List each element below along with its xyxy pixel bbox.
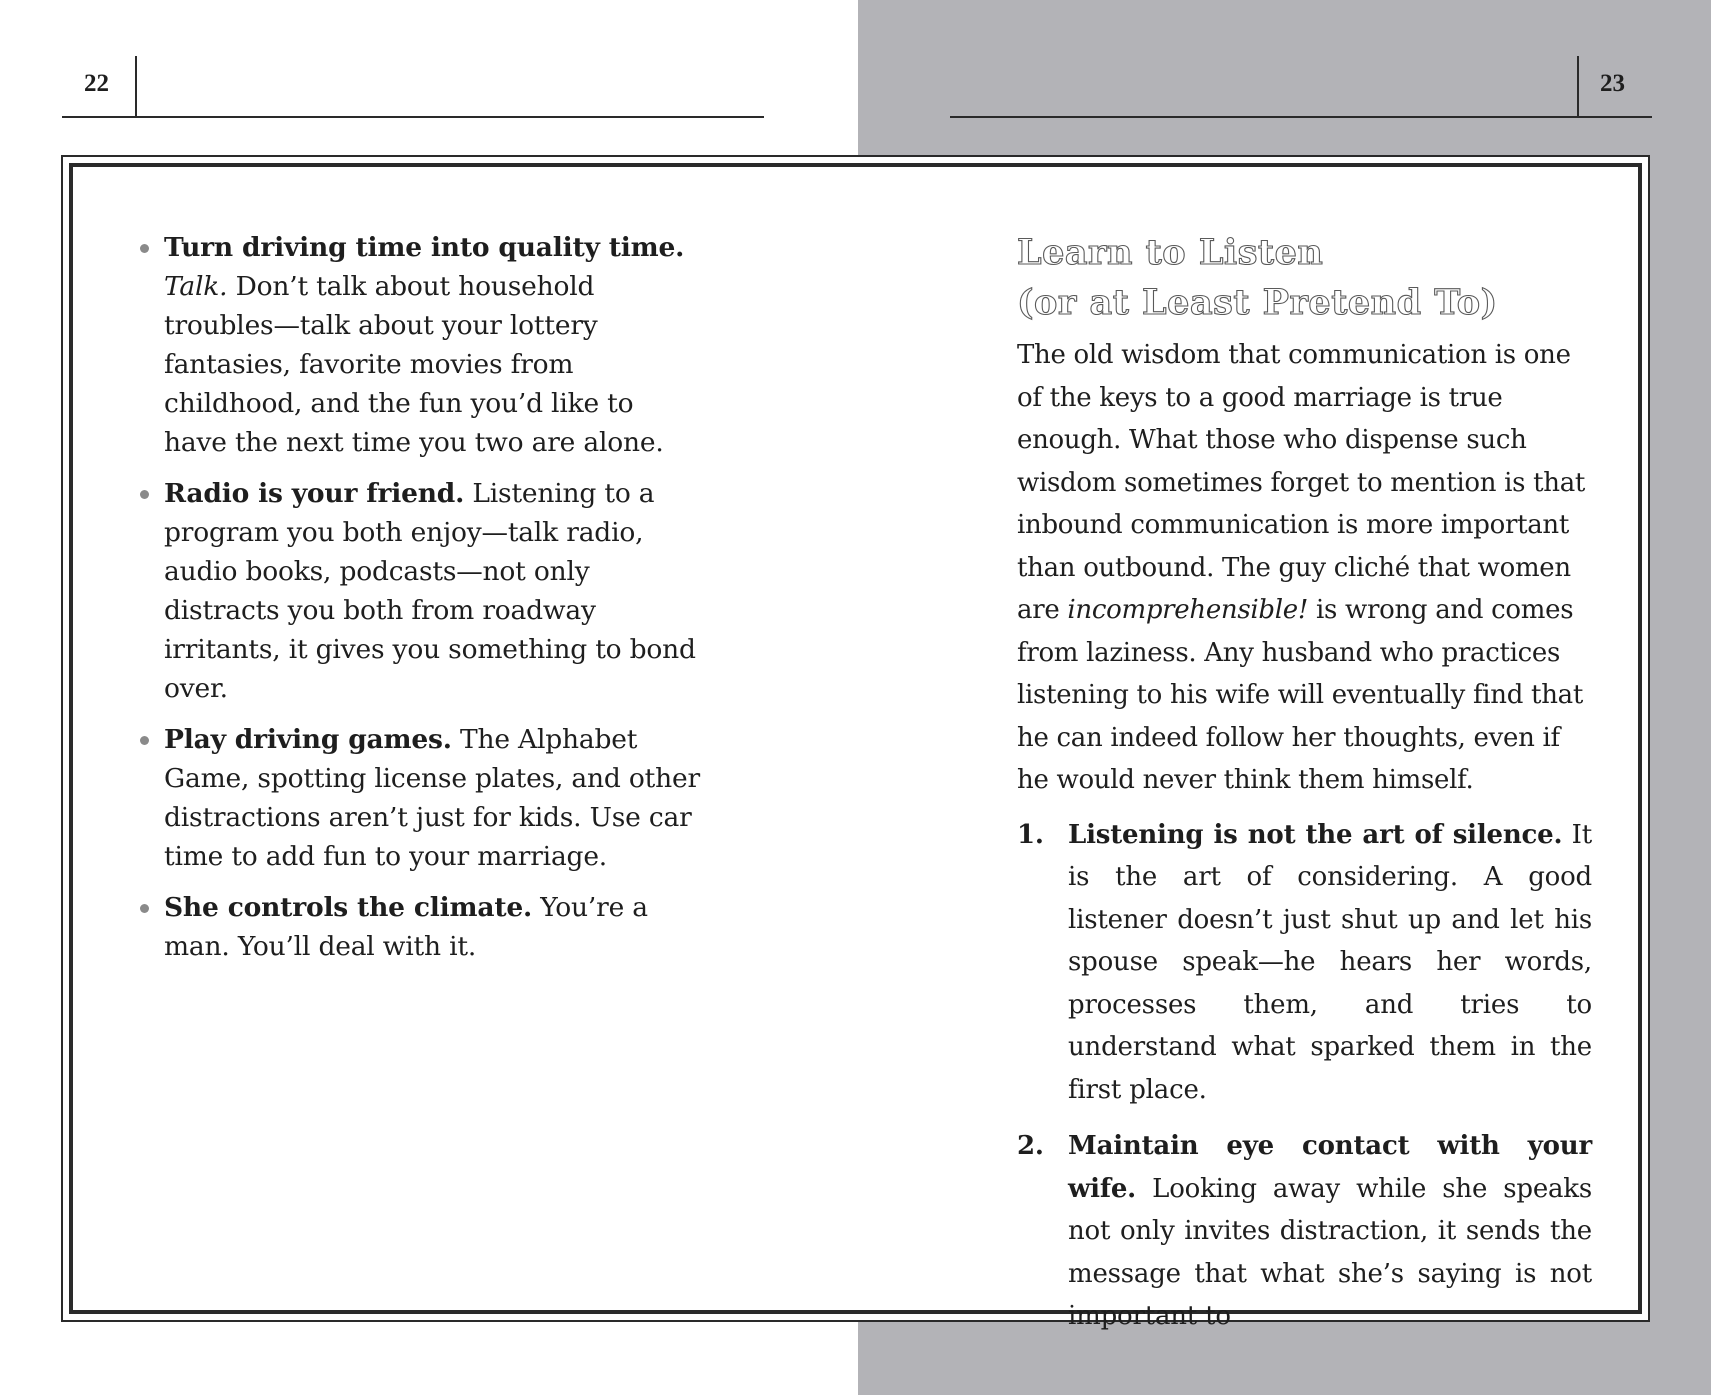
right-column <box>1017 228 1592 1352</box>
bullet-heading: Radio is your friend. <box>164 478 465 509</box>
bullet-icon <box>140 244 149 253</box>
header-rule-right <box>950 116 1652 118</box>
bullet-text: The Alphabet Game, spotting license plates, and other distractions aren’t just for kids. Use car time to add fun to your marriage. <box>164 724 700 872</box>
bullet-italic: Talk. <box>164 271 228 302</box>
header-divider-right <box>1577 56 1579 118</box>
bullet-text: Listening to a program you both enjoy—talk radio, audio books, podcasts—not only distracts you both from roadway irritants, it gives you something to bond over. <box>164 478 696 704</box>
item-text: It is the art of considering. A good listener doesn’t just shut up and let his spouse speak—he hears her words, processes them, and tries to understand what sparked them in the first place. <box>1068 819 1593 1105</box>
bullet-item <box>164 720 704 876</box>
bullet-heading: Turn driving time into quality time. <box>164 232 685 263</box>
bullet-text: Don’t talk about household troubles—talk about your lottery fantasies, favorite movies from childhood, and the fun you’d like to have the next time you two are alone. <box>164 271 664 458</box>
item-heading: Maintain eye contact with your wife. <box>1068 1131 1592 1204</box>
intro-paragraph <box>1017 334 1592 802</box>
item-heading: Listening is not the art of silence. <box>1068 819 1563 850</box>
item-text: Looking away while she speaks not only invites distraction, it sends the message that what she’s saying is not important to <box>1068 1173 1592 1331</box>
header-divider-left <box>135 56 137 118</box>
numbered-item <box>1017 814 1592 1112</box>
bullet-icon <box>140 490 149 499</box>
bullet-heading: Play driving games. <box>164 724 452 755</box>
bullet-heading: She controls the climate. <box>164 892 533 923</box>
bullet-item <box>164 474 704 708</box>
numbered-item <box>1017 1125 1592 1338</box>
section-title-line-1: Learn to Listen <box>1017 232 1324 273</box>
bullet-item <box>164 888 704 966</box>
page-number-left: 22 <box>84 70 109 97</box>
item-number: 1. <box>1017 819 1044 850</box>
bullet-icon <box>140 736 149 745</box>
intro-italic: incomprehensible! <box>1067 595 1309 625</box>
intro-text-1: The old wisdom that communication is one of the keys to a good marriage is true enough. What those who dispense such wisdom sometimes forget to mention is that inbound communication is more important than outbound. The guy cliché that women are <box>1017 340 1586 625</box>
bullet-text: You’re a man. You’ll deal with it. <box>164 892 648 962</box>
left-page-background <box>0 0 858 150</box>
section-title-line-2: (or at Least Pretend To) <box>1017 282 1498 323</box>
left-column <box>164 228 704 978</box>
page-number-right: 23 <box>1600 70 1625 97</box>
item-number: 2. <box>1017 1131 1044 1161</box>
bullet-icon <box>140 904 149 913</box>
section-title <box>1017 228 1592 328</box>
header-rule-left <box>62 116 764 118</box>
intro-text-2: is wrong and comes from laziness. Any husband who practices listening to his wife will eventually find that he can indeed follow her thoughts, even if he would never think them himself. <box>1017 595 1583 795</box>
bullet-item <box>164 228 704 462</box>
